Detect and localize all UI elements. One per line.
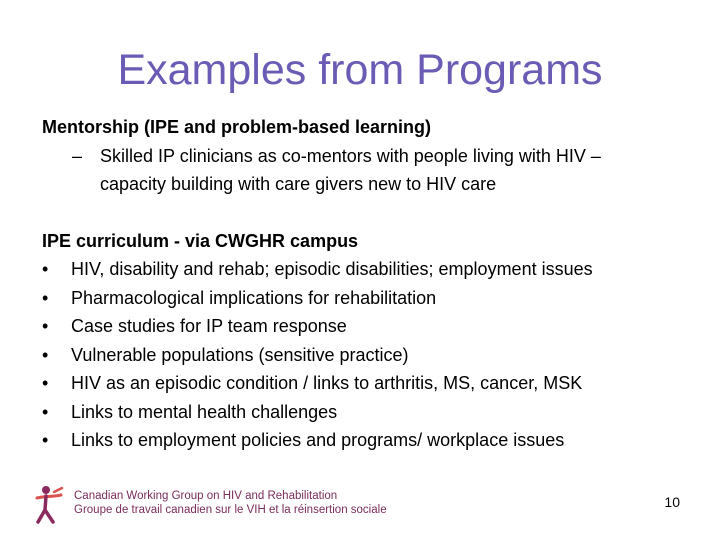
bullet-marker: • bbox=[42, 259, 49, 279]
mentorship-subitem-line2: capacity building with care givers new to HIV care bbox=[100, 174, 497, 194]
bullet-item bbox=[42, 312, 702, 341]
bullet-item bbox=[42, 284, 702, 313]
spacer bbox=[42, 199, 702, 227]
bullet-marker: • bbox=[42, 287, 49, 308]
bullet-text: Vulnerable populations (sensitive practice) bbox=[71, 344, 409, 365]
bullet-text: Case studies for IP team response bbox=[71, 316, 347, 336]
bullet-marker: • bbox=[42, 401, 49, 422]
bullet-marker: • bbox=[42, 373, 49, 393]
bullet-item bbox=[42, 426, 702, 455]
bullet-item bbox=[42, 341, 702, 370]
bullet-marker: • bbox=[42, 430, 49, 450]
bullet-text: HIV as an episodic condition / links to arthritis, MS, cancer, MSK bbox=[71, 373, 583, 393]
bullet-text: HIV, disability and rehab; episodic disabilities; employment issues bbox=[71, 259, 593, 279]
org-name-english: Canadian Working Group on HIV and Rehabilitation bbox=[74, 490, 338, 502]
bullet-marker: • bbox=[42, 344, 49, 365]
bullet-text: Links to mental health challenges bbox=[71, 401, 338, 422]
bullet-text: Pharmacological implications for rehabilitation bbox=[71, 287, 437, 308]
bullet-text: Links to employment policies and programs/ workplace issues bbox=[71, 430, 565, 450]
mentorship-subitem bbox=[42, 142, 702, 171]
mentorship-heading: Mentorship (IPE and problem-based learning) bbox=[42, 117, 432, 137]
person-figure-icon bbox=[34, 484, 70, 524]
organization-logo bbox=[34, 484, 387, 524]
dash-marker: – bbox=[72, 145, 83, 166]
slide-title: Examples from Programs bbox=[117, 46, 603, 94]
page-number: 10 bbox=[664, 494, 680, 510]
org-name-french: Groupe de travail canadien sur le VIH et la réinsertion sociale bbox=[74, 504, 387, 516]
mentorship-subitem-line1: Skilled IP clinicians as co-mentors with people living with HIV – bbox=[100, 145, 601, 166]
bullet-marker: • bbox=[42, 316, 49, 336]
bullet-item bbox=[42, 398, 702, 427]
slide-content bbox=[42, 113, 702, 455]
bullet-item bbox=[42, 369, 702, 398]
curriculum-heading: IPE curriculum - via CWGHR campus bbox=[42, 230, 359, 251]
bullet-item bbox=[42, 255, 702, 284]
